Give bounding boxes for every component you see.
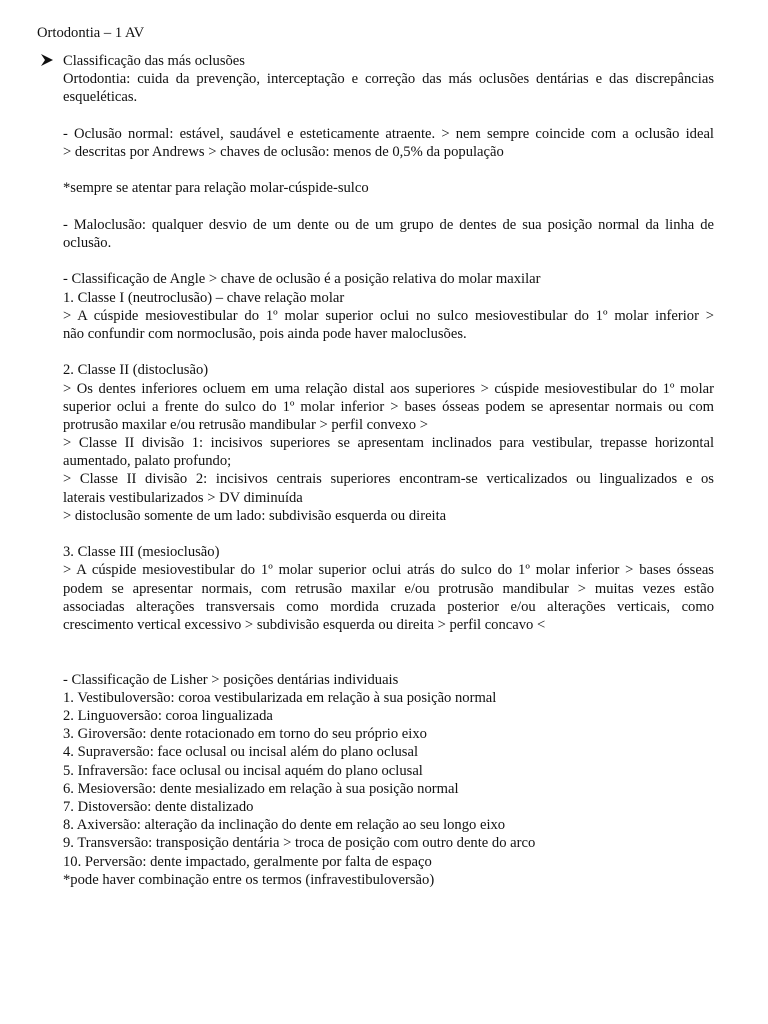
text-line: *sempre se atentar para relação molar-cúspide-sulco: [63, 180, 369, 197]
paragraph-intro: [63, 70, 714, 106]
text-line: 6. Mesioversão: dente mesializado em relação à sua posição normal: [63, 780, 459, 797]
text-line: 2. Linguoversão: coroa lingualizada: [63, 708, 273, 725]
text-line: protrusão maxilar e/ou retrusão mandibular > perfil convexo >: [63, 416, 428, 433]
text-line: > distoclusão somente de um lado: subdivisão esquerda ou direita: [63, 507, 447, 524]
paragraph-gap: [63, 198, 714, 216]
text-line: > Classe II divisão 2: incisivos centrais superiores encontram-se verticalizados ou lingualizados e os: [63, 471, 714, 488]
paragraph-lisher: [63, 671, 714, 889]
text-line: - Classificação de Lisher > posições dentárias individuais: [63, 671, 399, 688]
paragraph-gap: [63, 252, 714, 270]
paragraph-maloclusao: [63, 216, 714, 252]
text-line: - Maloclusão: qualquer desvio de um dente ou de um grupo de dentes de sua posição normal da linha de: [63, 216, 714, 233]
text-line: associadas alterações transversais como mordida cruzada posterior e/ou alterações verticais, como: [63, 598, 714, 615]
text-line: - Oclusão normal: estável, saudável e esteticamente atraente. > nem sempre coincide com a oclusão ideal: [63, 125, 714, 142]
text-line: 1. Classe I (neutroclusão) – chave relação molar: [63, 289, 345, 306]
text-line: 4. Supraversão: face oclusal ou incisal além do plano oclusal: [63, 744, 419, 761]
paragraph-gap: [63, 343, 714, 361]
text-line: Ortodontia: cuida da prevenção, interceptação e correção das más oclusões dentárias e das discrepâncias: [63, 71, 714, 88]
text-line: 3. Giroversão: dente rotacionado em torno do seu próprio eixo: [63, 726, 427, 743]
text-line: > Os dentes inferiores ocluem em uma relação distal aos superiores > cúspide mesiovestibular do 1º molar: [63, 380, 714, 397]
paragraph-classe-iii: [63, 543, 714, 634]
text-line: > A cúspide mesiovestibular do 1º molar superior oclui atrás do sulco do 1º molar inferior > bases ósseas: [63, 562, 714, 579]
text-line: 3. Classe III (mesioclusão): [63, 544, 220, 561]
paragraph-list: [63, 70, 714, 889]
text-line: - Classificação de Angle > chave de oclusão é a posição relativa do molar maxilar: [63, 271, 541, 288]
text-line: podem se apresentar normais, com retrusão maxilar e/ou protrusão mandibular > muitas vezes estão: [63, 580, 714, 597]
text-line: oclusão.: [63, 234, 112, 251]
text-line: superior oclui a frente do sulco do 1º molar inferior > bases ósseas podem se apresentar normais ou com: [63, 398, 714, 415]
document-body: [63, 52, 714, 889]
paragraph-gap: [63, 525, 714, 543]
text-line: 2. Classe II (distoclusão): [63, 362, 209, 379]
text-line: 7. Distoversão: dente distalizado: [63, 799, 254, 816]
paragraph-angle: [63, 270, 714, 343]
text-line: esqueléticas.: [63, 89, 138, 106]
text-line: aumentado, palato profundo;: [63, 453, 232, 470]
paragraph-gap: [63, 634, 714, 670]
text-line: 5. Infraversão: face oclusal ou incisal aquém do plano oclusal: [63, 762, 423, 779]
paragraph-atentar: [63, 179, 714, 197]
paragraph-oclusao-normal: [63, 125, 714, 161]
text-line: 8. Axiversão: alteração da inclinação do dente em relação ao seu longo eixo: [63, 817, 506, 834]
text-line: crescimento vertical excessivo > subdivisão esquerda ou direita > perfil concavo <: [63, 617, 546, 634]
text-line: *pode haver combinação entre os termos (infravestibuloversão): [63, 871, 435, 888]
text-line: > descritas por Andrews > chaves de oclusão: menos de 0,5% da população: [63, 143, 504, 160]
arrow-bullet-icon: [40, 53, 54, 67]
paragraph-gap: [63, 107, 714, 125]
document-title: Ortodontia – 1 AV: [37, 25, 145, 41]
paragraph-gap: [63, 161, 714, 179]
paragraph-classe-ii: [63, 361, 714, 525]
text-line: não confundir com normoclusão, pois ainda pode haver maloclusões.: [63, 325, 467, 342]
bullet-heading: Classificação das más oclusões: [63, 53, 245, 69]
text-line: laterais vestibularizados > DV diminuída: [63, 489, 303, 506]
text-line: 9. Transversão: transposição dentária > troca de posição com outro dente do arco: [63, 835, 536, 852]
text-line: 1. Vestibuloversão: coroa vestibularizada em relação à sua posição normal: [63, 689, 497, 706]
text-line: > A cúspide mesiovestibular do 1º molar superior oclui no sulco mesiovestibular do 1º molar inferior >: [63, 307, 714, 324]
text-line: 10. Perversão: dente impactado, geralmente por falta de espaço: [63, 853, 432, 870]
text-line: > Classe II divisão 1: incisivos superiores se apresentam inclinados para vestibular, trepasse horizontal: [63, 435, 714, 452]
